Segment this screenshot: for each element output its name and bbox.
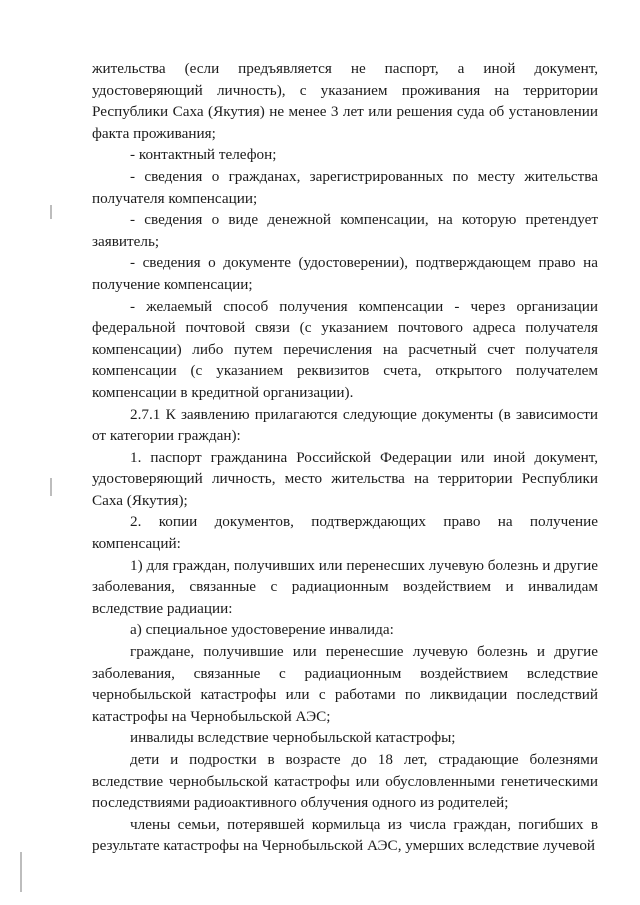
- paragraph-section-2-7-1: 2.7.1 К заявлению прилагаются следующие документы (в зависимости от категории граждан):: [92, 405, 598, 445]
- paragraph-citizens-radiation-disease: граждане, получившие или перенесшие лучевую болезнь и другие заболевания, связанные с радиационным воздействием вследствие чернобыльской катастрофы или с работами по ликвидации последствий катастрофы на Чернобыльской АЭС;: [92, 643, 598, 725]
- document-body: [92, 58, 598, 857]
- paragraph-item-1-passport: 1. паспорт гражданина Российской Федерации или иной документ, удостоверяющий личность, место жительства на территории Республики Саха (Якутия);: [92, 448, 598, 509]
- paragraph-family-members: члены семьи, потерявшей кормильца из числа граждан, погибших в результате катастрофы на Чернобыльской АЭС, умерших вследствие лучевой: [92, 815, 598, 855]
- paragraph-compensation-type: - сведения о виде денежной компенсации, на которую претендует заявитель;: [92, 211, 598, 250]
- scan-edge-mark: [20, 852, 22, 892]
- paragraph-item-2-copies: 2. копии документов, подтверждающих право на получение компенсаций:: [92, 513, 598, 553]
- paragraph-subitem-a-certificate: а) специальное удостоверение инвалида:: [130, 621, 394, 639]
- paragraph-registered-citizens: - сведения о гражданах, зарегистрированных по месту жительства получателя компенсации;: [92, 167, 598, 207]
- paragraph-payment-method: - желаемый способ получения компенсации - через организации федеральной почтовой связи (с указанием почтового адреса получателя компенсации) либо путем перечисления на расчетный счет получателя компенсации (с указанием реквизитов счета, открытого получателем компенсации в кредитной организации).: [92, 297, 598, 401]
- paragraph-children-adolescents: дети и подростки в возрасте до 18 лет, страдающие болезнями вследствие чернобыльской катастрофы или обусловленными генетическими последствиями радиоактивного облучения одного из родителей;: [92, 751, 598, 812]
- paragraph-continuation: жительства (если предъявляется не паспорт, а иной документ, удостоверяющий личность), с указанием проживания на территории Республики Саха (Якутия) не менее 3 лет или решения суда об установлении факта проживания;: [92, 60, 598, 142]
- paragraph-certificate-info: - сведения о документе (удостоверении), подтверждающем право на получение компенсации;: [92, 254, 598, 293]
- paragraph-disabled-chernobyl: инвалиды вследствие чернобыльской катастрофы;: [130, 729, 456, 747]
- paragraph-subitem-1-radiation: 1) для граждан, получивших или перенесших лучевую болезнь и другие заболевания, связанные с радиационным воздействием и инвалидам вследствие радиации:: [92, 556, 598, 617]
- scan-margin-mark: [50, 478, 52, 496]
- scan-margin-mark: [50, 205, 52, 219]
- paragraph-contact-phone: - контактный телефон;: [130, 146, 277, 164]
